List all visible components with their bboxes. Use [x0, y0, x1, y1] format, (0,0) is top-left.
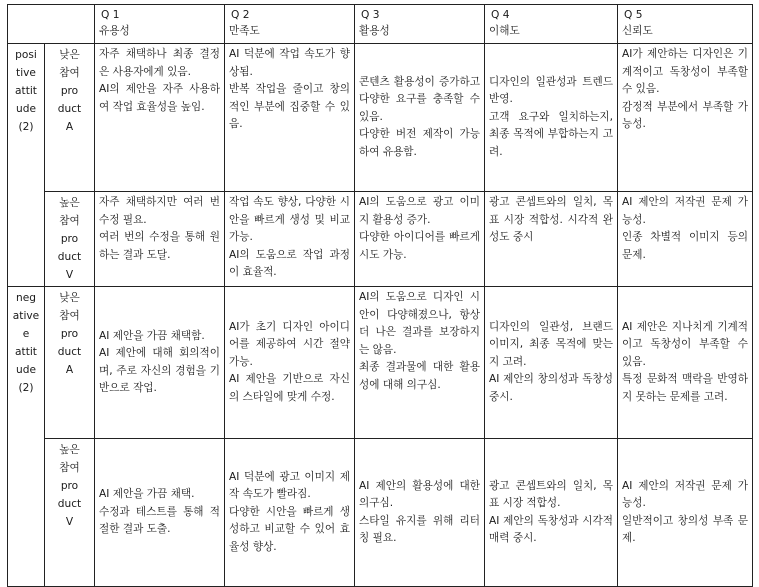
question-header-q4 — [485, 5, 618, 44]
response-cell: 광고 콘셉트와의 일치, 목표 시장 적합성. AI 제안의 독창성과 시각적 매력 중시. — [485, 439, 618, 587]
response-cell: AI 제안의 저작권 문제 가능성. 일반적이고 창의성 부족 문제. — [618, 439, 753, 587]
question-label: 만족도 — [229, 25, 260, 37]
question-label: 유용성 — [99, 25, 130, 37]
attitude-label-positive: posi tive attit ude (2) — [8, 44, 45, 287]
question-header-q5 — [618, 5, 753, 44]
response-cell: AI 덕분에 광고 이미지 제작 속도가 빨라짐. 다양한 시안을 빠르게 생성하고 비교할 수 있어 효율성 향상. — [225, 439, 355, 587]
response-cell: AI 덕분에 작업 속도가 향상됨. 반복 작업을 줄이고 창의적인 부분에 집중할 수 있음. — [225, 44, 355, 192]
attitude-label-negative: neg ative e attit ude (2) — [8, 287, 45, 587]
product-label: 높은 참여 pro duct V — [45, 192, 95, 287]
response-cell: AI의 도움으로 광고 이미지 활용성 증가. 다양한 아이디어를 빠르게 시도 가능. — [355, 192, 485, 287]
survey-table — [7, 4, 753, 587]
response-cell: AI가 제안하는 디자인은 기계적이고 독창성이 부족할 수 있음. 감정적 부분에서 부족할 가능성. — [618, 44, 753, 192]
response-cell: 디자인의 일관성, 브랜드 이미지, 최종 목적에 맞는지 고려. AI 제안의 창의성과 독창성 중시. — [485, 287, 618, 439]
response-cell: 광고 콘셉트와의 일치, 목표 시장 적합성. 시각적 완성도 중시 — [485, 192, 618, 287]
header-row — [8, 5, 753, 44]
response-cell: 작업 속도 향상, 다양한 시안을 빠르게 생성 및 비교 가능. AI의 도움으로 작업 과정이 효율적. — [225, 192, 355, 287]
question-number: Q 1 — [101, 9, 120, 21]
response-cell: AI 제안의 활용성에 대한 의구심. 스타일 유지를 위해 리터칭 필요. — [355, 439, 485, 587]
response-cell: 자주 채택하나 최종 결정은 사용자에게 있음. AI의 제안을 자주 사용하여 작업 효율성을 높임. — [95, 44, 225, 192]
question-label: 이해도 — [489, 25, 520, 37]
product-label: 높은 참여 pro duct V — [45, 439, 95, 587]
product-label: 낮은 참여 pro duct A — [45, 44, 95, 192]
question-label: 신뢰도 — [622, 25, 653, 37]
table-row — [8, 439, 753, 587]
response-cell: AI 제안의 저작권 문제 가능성. 인종 차별적 이미지 등의 문제. — [618, 192, 753, 287]
question-number: Q 5 — [624, 9, 643, 21]
product-label: 낮은 참여 pro duct A — [45, 287, 95, 439]
survey-table-container — [7, 4, 752, 587]
table-row — [8, 287, 753, 439]
question-header-q2 — [225, 5, 355, 44]
question-number: Q 3 — [361, 9, 380, 21]
response-cell: AI 제안은 지나치게 기계적이고 독창성이 부족할 수 있음. 특정 문화적 맥락을 반영하지 못하는 문제를 고려. — [618, 287, 753, 439]
response-cell: 디자인의 일관성과 트렌드 반영. 고객 요구와 일치하는지, 최종 목적에 부합하는지 고려. — [485, 44, 618, 192]
response-cell: AI가 초기 디자인 아이디어를 제공하여 시간 절약 가능. AI 제안을 기반으로 자신의 스타일에 맞게 수정. — [225, 287, 355, 439]
response-cell: AI의 도움으로 디자인 시안이 다양해졌으나, 항상 더 나은 결과를 보장하지는 않음. 최종 결과물에 대한 활용성에 대해 의구심. — [355, 287, 485, 439]
table-row — [8, 192, 753, 287]
question-header-q1 — [95, 5, 225, 44]
table-row — [8, 44, 753, 192]
question-number: Q 2 — [231, 9, 250, 21]
question-number: Q 4 — [491, 9, 510, 21]
response-cell: AI 제안을 가끔 채택. 수정과 테스트를 통해 적절한 결과 도출. — [95, 439, 225, 587]
response-cell: 자주 채택하지만 여러 번 수정 필요. 여러 번의 수정을 통해 원하는 결과 도달. — [95, 192, 225, 287]
response-cell: AI 제안을 가끔 채택함. AI 제안에 대해 회의적이며, 주로 자신의 경험을 기반으로 작업. — [95, 287, 225, 439]
question-label: 활용성 — [359, 25, 390, 37]
response-cell: 콘텐츠 활용성이 증가하고 다양한 요구를 충족할 수 있음. 다양한 버전 제작이 가능하여 유용함. — [355, 44, 485, 192]
question-header-q3 — [355, 5, 485, 44]
corner-cell — [8, 5, 95, 44]
